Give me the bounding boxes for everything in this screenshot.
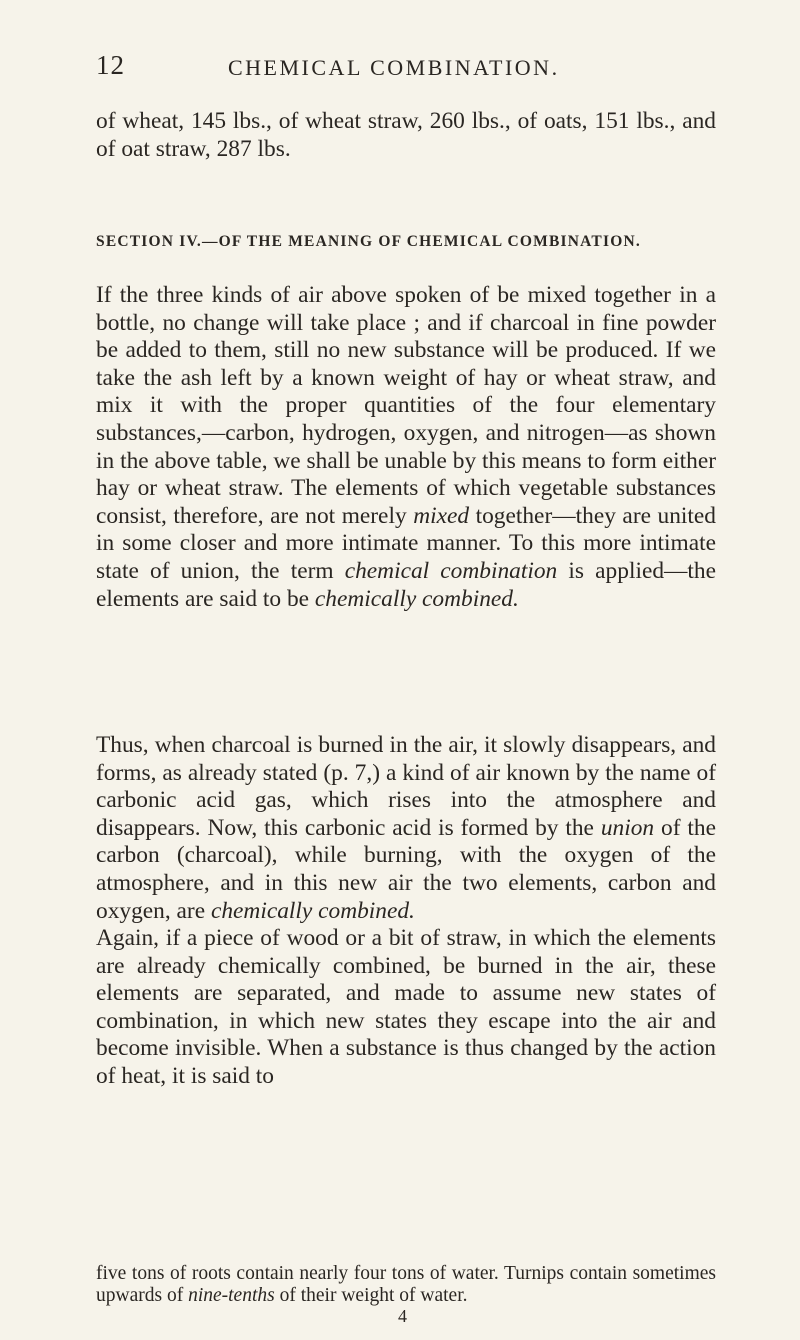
paragraph-2-emphasis-chemically-combined: chemically combined. <box>210 897 415 924</box>
paragraph-1-emphasis-chemical-combination: chemical combination <box>344 557 558 584</box>
paragraph-1-emphasis-mixed: mixed <box>413 502 470 529</box>
footnote-text <box>96 1263 716 1307</box>
signature-mark: 4 <box>398 1306 407 1326</box>
paragraph-2 <box>96 732 716 925</box>
intro-text: of wheat, 145 lbs., of wheat straw, 260 lbs., of oats, 151 lbs., and of oat straw, 287 lbs. <box>96 108 716 162</box>
paragraph-1 <box>96 282 716 613</box>
section-heading: SECTION IV.—OF THE MEANING OF CHEMICAL COMBINATION. <box>96 233 641 250</box>
paragraph-1-emphasis-chemically-combined: chemically combined. <box>314 585 519 612</box>
footnote-text-a: five tons of roots contain nearly four tons of water. Turnips contain sometimes upwards of <box>96 1263 716 1306</box>
paragraph-2-text-b: of the carbon (charcoal), while burning, with the oxygen of the atmosphere, and in this new air the two elements, carbon and oxygen, are <box>96 814 716 924</box>
running-title: CHEMICAL COMBINATION. <box>228 55 560 80</box>
paragraph-3: Again, if a piece of wood or a bit of straw, in which the elements are already chemically combined, be burned in the air, these elements are separated, and made to assume new states of combination, in which new states they escape into the air and become invisible. When a substance is thus changed by the action of heat, it is said to <box>96 925 716 1089</box>
footnote-text-b: of their weight of water. <box>274 1285 468 1306</box>
paragraph-1-text-b: together—they are united in some closer and more intimate manner. To this more intimate state of union, the term <box>96 502 716 584</box>
paragraph-2-text-a: Thus, when charcoal is burned in the air, it slowly disappears, and forms, as already stated (p. 7,) a kind of air known by the name of carbonic acid gas, which rises into the atmosphere and disappears. Now, this carbonic acid is formed by the <box>96 732 716 841</box>
paragraph-2-emphasis-union: union <box>600 814 655 841</box>
paragraph-1-text-a: If the three kinds of air above spoken of be mixed together in a bottle, no change will take place ; and if charcoal in fine powder be added to them, still no new substance will be produced. If we take the ash left by a known weight of hay or wheat straw, and mix it with the proper quantities of the four elementary substances,—carbon, hydrogen, oxygen, and nitrogen—as shown in the above table, we shall be unable by this means to form either hay or wheat straw. The elements of which vegetable substances consist, therefore, are not merely <box>96 282 716 529</box>
paragraph-1-text-c: is applied—the elements are said to be <box>96 557 716 612</box>
page-number: 12 <box>96 50 125 80</box>
footnote-emphasis-nine-tenths: nine-tenths <box>188 1285 275 1306</box>
